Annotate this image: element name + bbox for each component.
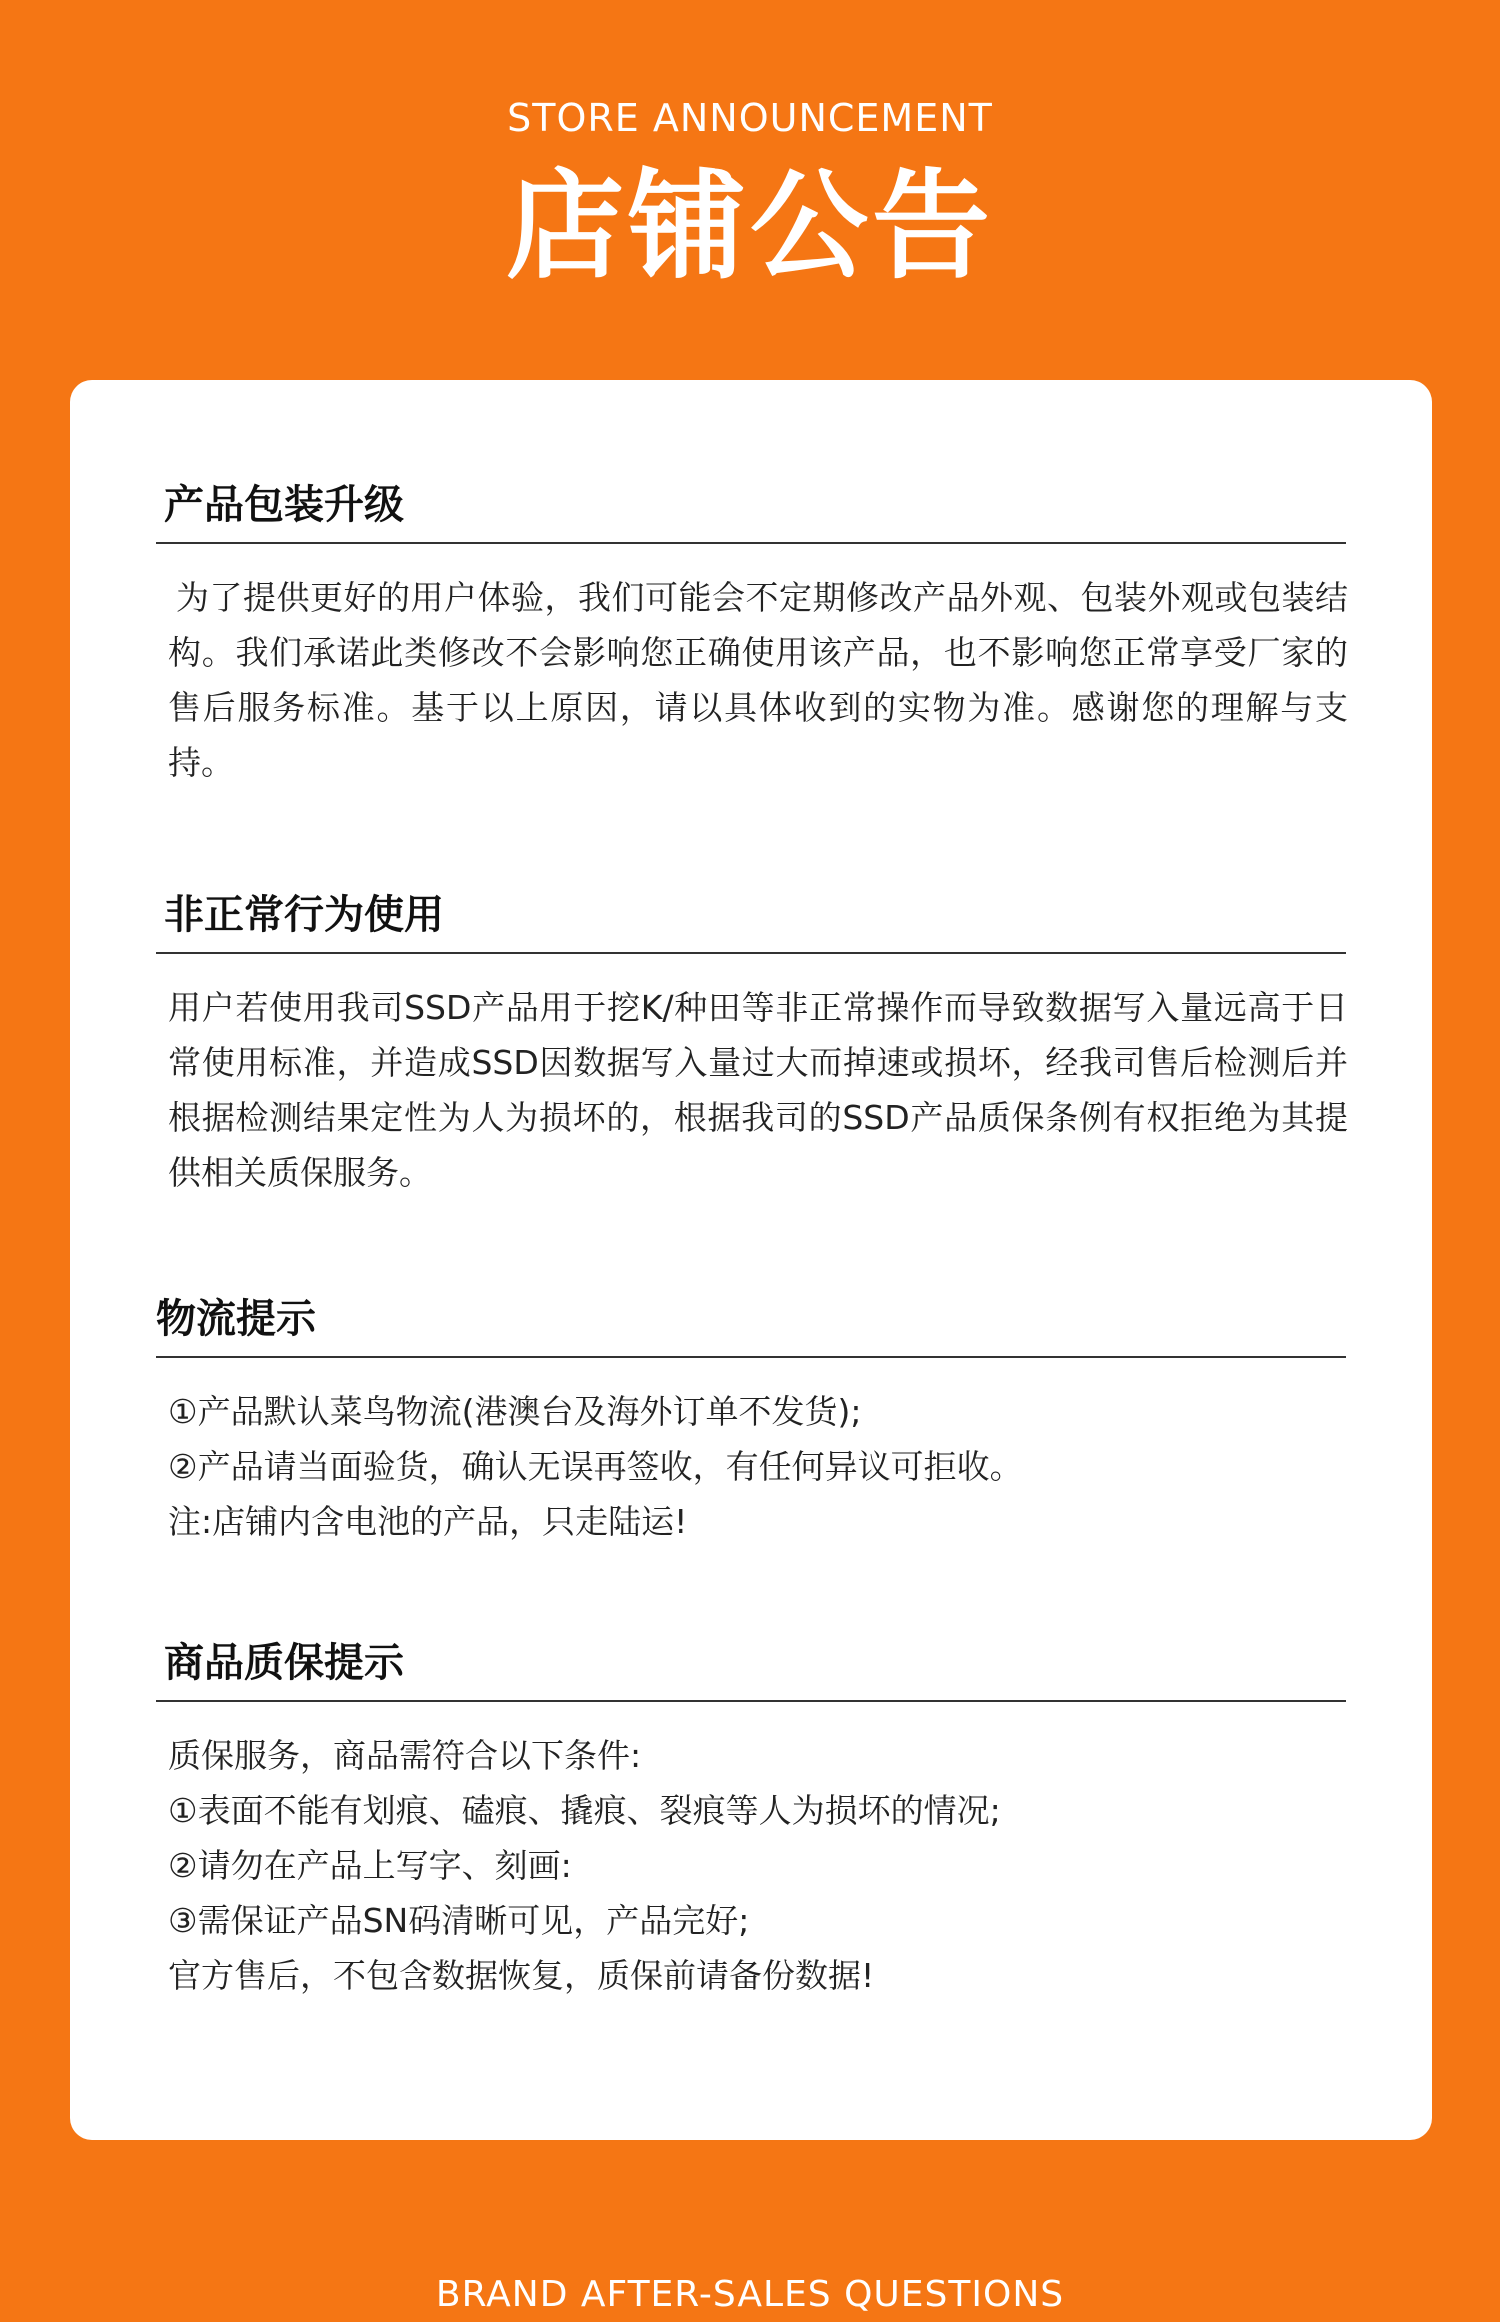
section-body [168, 1728, 1348, 2003]
section-abnormal-use [156, 878, 1346, 1200]
section-title: 产品包装升级 [164, 482, 404, 528]
list-item: ①产品默认菜鸟物流(港澳台及海外订单不发货); [168, 1392, 862, 1431]
section-title: 商品质保提示 [164, 1640, 404, 1686]
announcement-title: 店铺公告 [505, 157, 994, 295]
list-item: 官方售后，不包含数据恢复，质保前请备份数据! [168, 1956, 875, 1995]
list-item: 注:店铺内含电池的产品，只走陆运! [168, 1502, 688, 1541]
list-item: ②请勿在产品上写字、刻画: [168, 1846, 572, 1885]
section-divider [156, 952, 1346, 954]
section-warranty [156, 1626, 1346, 2003]
announcement-subtitle: STORE ANNOUNCEMENT [507, 96, 993, 140]
footer-caption: BRAND AFTER-SALES QUESTIONS [435, 2274, 1065, 2315]
section-title: 物流提示 [156, 1296, 316, 1342]
section-body: 用户若使用我司SSD产品用于挖K/种田等非正常操作而导致数据写入量远高于日常使用标准，并造成SSD因数据写入量过大而掉速或损坏，经我司售后检测后并根据检测结果定性为人为损坏的，根据我司的SSD产品质保条例有权拒绝为其提供相关质保服务。 [168, 988, 1348, 1192]
announcement-card [70, 380, 1432, 2140]
list-item: ②产品请当面验货，确认无误再签收，有任何异议可拒收。 [168, 1447, 1023, 1486]
list-item: 质保服务，商品需符合以下条件: [168, 1736, 642, 1775]
section-title: 非正常行为使用 [164, 892, 444, 938]
section-body: 为了提供更好的用户体验，我们可能会不定期修改产品外观、包装外观或包装结构。我们承诺此类修改不会影响您正确使用该产品，也不影响您正常享受厂家的售后服务标准。基于以上原因，请以具体收到的实物为准。感谢您的理解与支持。 [168, 578, 1348, 782]
section-divider [156, 1700, 1346, 1702]
section-packaging-upgrade [156, 468, 1346, 790]
list-item: ①表面不能有划痕、磕痕、撬痕、裂痕等人为损坏的情况; [168, 1791, 1001, 1830]
section-logistics [156, 1282, 1346, 1549]
section-divider [156, 542, 1346, 544]
section-body [168, 1384, 1348, 1549]
list-item: ③需保证产品SN码清晰可见，产品完好; [168, 1901, 750, 1940]
section-divider [156, 1356, 1346, 1358]
